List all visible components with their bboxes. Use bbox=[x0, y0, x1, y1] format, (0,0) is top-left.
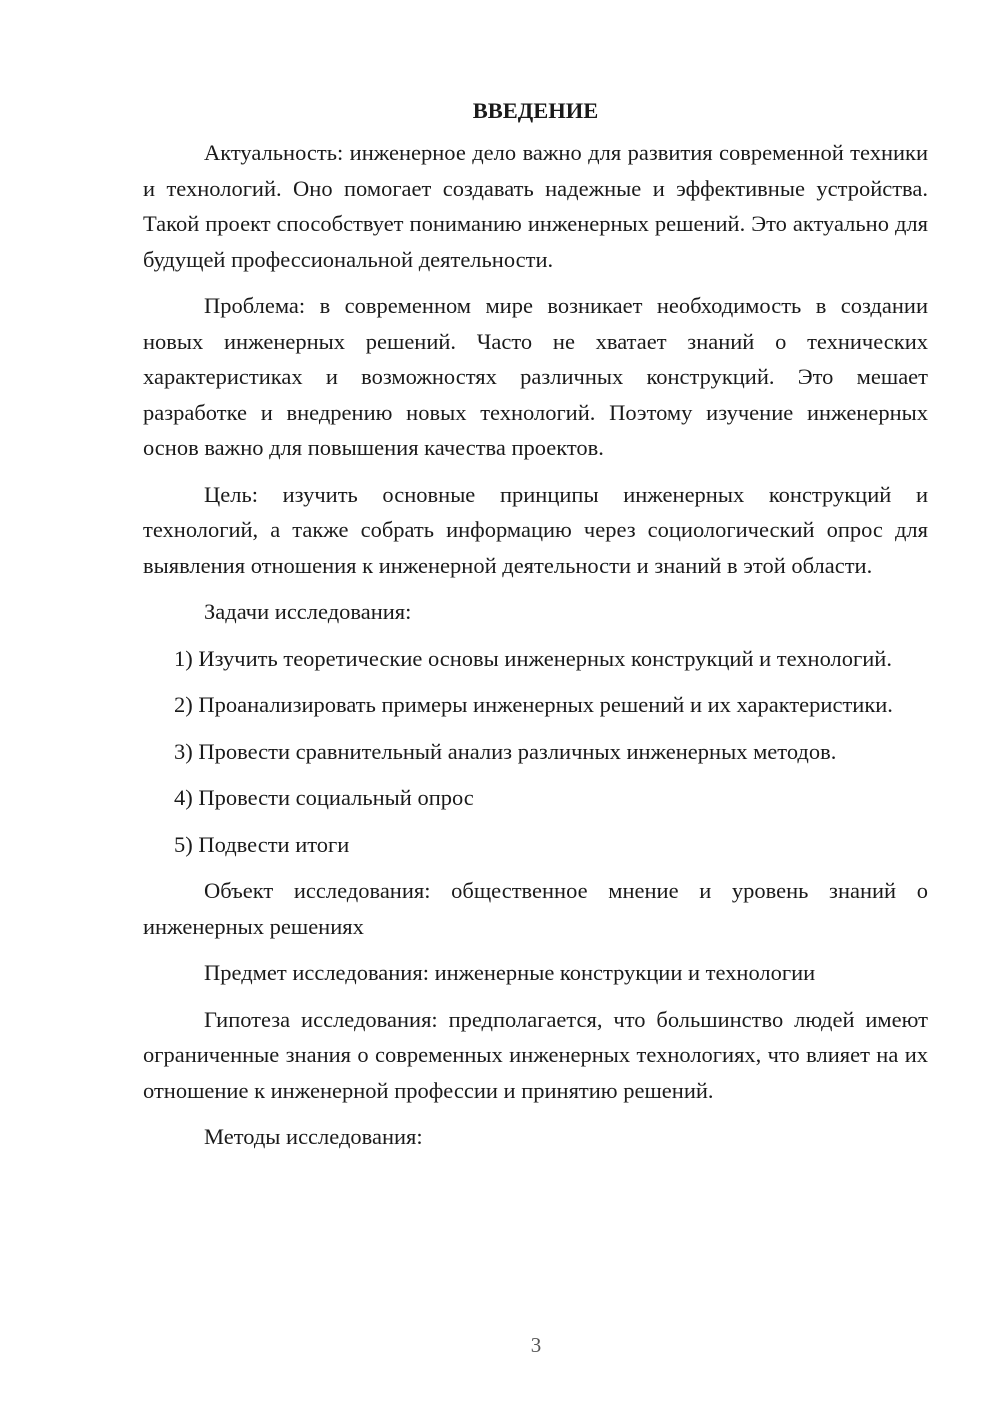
document-page bbox=[143, 95, 928, 1166]
paragraph-methods: Методы исследования: bbox=[204, 1124, 423, 1149]
paragraph-relevance: Актуальность: инженерное дело важно для развития современной техники и технологий. Оно помогает создавать надежные и эффективные устройства. Такой проект способствует пониманию инженерных решений. Это актуально для будущей профессиональной деятельности. bbox=[143, 140, 928, 272]
paragraph-object: Объект исследования: общественное мнение и уровень знаний о инженерных решениях bbox=[143, 878, 928, 939]
paragraph-goal: Цель: изучить основные принципы инженерных конструкций и технологий, а также собрать информацию через социологический опрос для выявления отношения к инженерной деятельности и знаний в этой области. bbox=[143, 481, 928, 578]
task-item-2: 2) Проанализировать примеры инженерных решений и их характеристики. bbox=[174, 692, 893, 717]
task-item-1: 1) Изучить теоретические основы инженерных конструкций и технологий. bbox=[174, 645, 892, 671]
paragraph-hypothesis: Гипотеза исследования: предполагается, что большинство людей имеют ограниченные знания о современных инженерных технологиях, что влияет на их отношение к инженерной профессии и принятию решений. bbox=[143, 1006, 928, 1103]
paragraph-tasks-heading: Задачи исследования: bbox=[204, 599, 412, 624]
task-item-3: 3) Провести сравнительный анализ различных инженерных методов. bbox=[174, 738, 837, 764]
paragraph-problem: Проблема: в современном мире возникает необходимость в создании новых инженерных решений. Часто не хватает знаний о технических характеристиках и возможностях различных конструкций. Это мешает разработке и внедрению новых технологий. Поэтому изучение инженерных основ важно для повышения качества проектов. bbox=[143, 293, 928, 460]
page-number: 3 bbox=[530, 1333, 542, 1357]
paragraph-subject: Предмет исследования: инженерные конструкции и технологии bbox=[204, 960, 816, 985]
section-title: ВВЕДЕНИЕ bbox=[472, 98, 599, 123]
task-item-4: 4) Провести социальный опрос bbox=[174, 785, 474, 810]
task-item-5: 5) Подвести итоги bbox=[174, 831, 350, 857]
